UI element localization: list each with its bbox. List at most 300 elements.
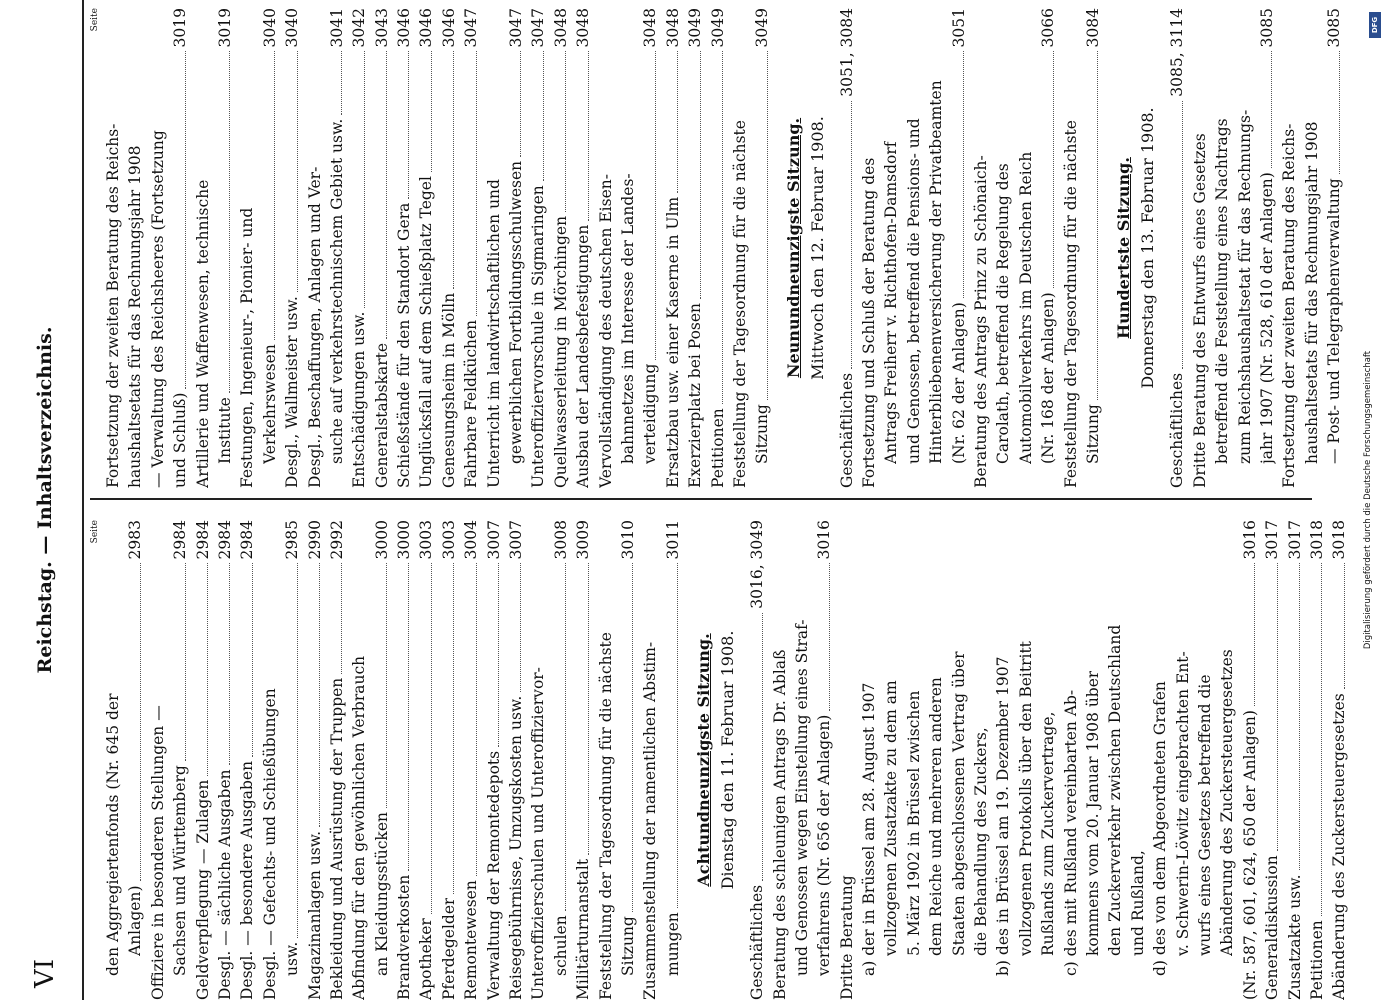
toc-entry xyxy=(1015,8,1037,488)
entry-text: d) des von dem Abgeordneten Grafen xyxy=(1151,681,1170,976)
dot-leader xyxy=(274,51,275,340)
dot-leader xyxy=(229,563,230,765)
entry-text: Sachsen und Württemberg xyxy=(171,765,190,976)
entry-text: suche auf verkehrstechnischem Gebiet usw. xyxy=(327,118,346,464)
entry-text: Zusammenstellung der namentlichen Abstim- xyxy=(641,641,660,1000)
dot-leader xyxy=(319,563,320,826)
entry-text: und Genossen wegen Einstellung eines Straf- xyxy=(792,619,811,976)
entry-page: 2984 xyxy=(193,520,212,560)
dot-leader xyxy=(565,51,566,211)
toc-entry xyxy=(192,520,214,1000)
entry-page: 3007 xyxy=(507,520,526,560)
entry-text: Anlagen) xyxy=(126,885,145,956)
entry-page: 3048 xyxy=(574,8,593,48)
toc-entry xyxy=(192,8,214,488)
entry-text: verteidigung xyxy=(641,363,660,464)
dot-leader xyxy=(588,563,589,854)
toc-entry xyxy=(1328,520,1350,1000)
entry-text: Zusatzakte usw. xyxy=(1285,874,1304,1000)
toc-entry xyxy=(970,520,992,1000)
entry-text: Militärturnanstalt xyxy=(574,858,593,1000)
entry-text: — Verwaltung des Reichsheeres (Fortsetzung xyxy=(148,130,167,488)
entry-text: den Aggregiertenfonds (Nr. 645 der xyxy=(103,693,122,976)
entry-text: Sitzung xyxy=(1084,404,1102,464)
toc-entry xyxy=(970,8,992,488)
toc-entry xyxy=(169,520,191,1000)
entry-text: Antrags Freiherr v. Richthofen-Damsdorf xyxy=(882,141,901,464)
right-entries xyxy=(102,8,774,488)
toc-entry xyxy=(102,520,124,1000)
entry-text: Bekleidung und Ausrüstung der Truppen xyxy=(327,677,346,1000)
dot-leader xyxy=(207,563,208,775)
toc-entry xyxy=(393,520,415,1000)
entry-text: b) des in Brüssel am 19. Dezember 1907 xyxy=(994,656,1013,976)
toc-entry xyxy=(348,520,370,1000)
entry-text: Apotheker xyxy=(417,918,436,1000)
entry-text: Beratung des schleunigen Antrags Dr. Ablaß xyxy=(770,649,789,1000)
dot-leader xyxy=(476,563,477,876)
section-title: Neunundneunzigste Sitzung. xyxy=(783,117,803,379)
entry-text: Abänderung des Zuckersteuergesetzes xyxy=(1218,649,1237,956)
entry-text: an Kleidungsstücken xyxy=(372,812,391,976)
entry-text: vollzogenen Protokolls über den Beitritt xyxy=(1016,641,1035,956)
entry-text: Dritte Beratung des Entwurfs eines Gesetzes xyxy=(1190,133,1209,488)
toc-entry xyxy=(483,520,505,1000)
toc-entry xyxy=(925,520,947,1000)
toc-entry xyxy=(595,520,617,1000)
entry-text: Verkehrswesen xyxy=(260,344,279,464)
dot-leader xyxy=(185,563,186,761)
entry-text: Staaten abgeschlossenen Vertrag über xyxy=(949,651,968,956)
entry-text: mungen xyxy=(663,912,682,976)
entry-page: 3049 xyxy=(708,8,727,48)
toc-entry xyxy=(1037,8,1059,488)
toc-entry xyxy=(639,520,661,1000)
dot-leader xyxy=(520,51,521,156)
entry-text: Generaldiskussion xyxy=(1263,855,1282,1000)
entry-text: Institute xyxy=(215,397,234,464)
dot-leader xyxy=(632,563,633,912)
entry-page: 3085 xyxy=(1257,8,1276,48)
entry-text: Abfindung für den gewöhnlichen Verbrauch xyxy=(350,655,369,1000)
toc-entry xyxy=(505,8,527,488)
toc-entry xyxy=(572,8,594,488)
toc-entry xyxy=(124,8,146,488)
entry-text: wurfs eines Gesetzes betreffend die xyxy=(1195,674,1214,956)
dot-leader xyxy=(140,563,141,881)
toc-entry xyxy=(791,520,813,1000)
entry-page: 3048 xyxy=(551,8,570,48)
entry-text: Ersatzbau usw. einer Kaserne in Ulm xyxy=(663,196,682,488)
entry-page: 3009 xyxy=(574,520,593,560)
toc-entry xyxy=(169,8,191,488)
entry-text: Desgl. — sächliche Ausgaben xyxy=(215,769,234,1000)
entry-page: 3000 xyxy=(372,520,391,560)
dot-leader xyxy=(476,51,477,315)
dot-leader xyxy=(655,51,656,359)
toc-entry xyxy=(438,520,460,1000)
entry-page: 3084 xyxy=(1084,8,1102,48)
toc-entry xyxy=(836,8,858,488)
dot-leader xyxy=(297,563,298,937)
entry-text: Exerzierplatz bei Posen xyxy=(686,302,705,488)
section-date: Dienstag den 11. Februar 1908. xyxy=(718,630,738,890)
entry-text: und Schluß) xyxy=(171,392,190,488)
toc-entry xyxy=(527,8,549,488)
entry-text: Verwaltung der Remontedepots xyxy=(484,750,503,1000)
entry-text: Desgl., Beschaffungen, Anlagen und Ver- xyxy=(305,166,324,488)
entry-text: (Nr. 62 der Anlagen) xyxy=(949,302,968,464)
entry-text: verfahrens (Nr. 656 der Anlagen) xyxy=(815,714,834,976)
right-column xyxy=(90,8,1346,488)
entry-text: Unteroffizierschulen und Unteroffiziervor- xyxy=(529,667,548,1000)
entry-text: Feststellung der Tagesordnung für die nächste xyxy=(730,120,749,488)
dot-leader xyxy=(297,51,298,292)
entry-page: 3003 xyxy=(417,520,436,560)
entry-page: 3049 xyxy=(686,8,705,48)
dot-leader xyxy=(1277,563,1278,851)
entry-text: Petitionen xyxy=(1307,920,1326,1000)
page-number: VI xyxy=(30,958,60,988)
entry-text: Festungen, Ingenieur-, Pionier- und xyxy=(238,207,257,488)
digitization-note xyxy=(1361,40,1375,960)
toc-entry xyxy=(751,8,773,488)
right-entries-2 xyxy=(836,8,1105,488)
dot-leader xyxy=(700,51,701,299)
dot-leader xyxy=(498,563,499,746)
entry-text: und Rußland, xyxy=(1128,850,1147,956)
entry-text: Quellwasserleitung in Mörchingen xyxy=(551,215,570,488)
entry-page: 3085 xyxy=(1325,8,1344,48)
entry-text: jahr 1907 (Nr. 528, 610 der Anlagen) xyxy=(1257,172,1276,464)
entry-text: Abänderung des Zuckersteuergesetzes xyxy=(1330,693,1349,1000)
toc-entry xyxy=(1127,520,1149,1000)
dot-leader xyxy=(677,51,678,192)
entry-text: Schießstände für den Standort Gera xyxy=(395,202,414,488)
entry-page: 3042 xyxy=(350,8,369,48)
entry-text: — Post- und Telegraphenverwaltung xyxy=(1325,178,1344,464)
toc-entry xyxy=(1261,520,1283,1000)
page-header xyxy=(0,0,80,1000)
toc-entry xyxy=(1189,8,1211,488)
entry-text: Hinterbliebenenversicherung der Privatbeamten xyxy=(927,80,946,464)
toc-entry xyxy=(684,8,706,488)
dot-leader xyxy=(453,563,454,893)
toc-entry xyxy=(1037,520,1059,1000)
dot-leader xyxy=(762,613,763,881)
entry-page: 3011 xyxy=(663,520,682,560)
entry-text: kommens vom 20. Januar 1908 über xyxy=(1084,670,1102,956)
dot-leader xyxy=(677,563,678,908)
entry-text: Generalstabskarte xyxy=(372,342,391,488)
entry-page: 3017 xyxy=(1263,520,1282,560)
toc-entry xyxy=(236,8,258,488)
toc-entry xyxy=(903,8,925,488)
toc-entry xyxy=(1149,520,1171,1000)
toc-entry xyxy=(214,520,236,1000)
toc-entry xyxy=(881,520,903,1000)
toc-entry xyxy=(214,8,236,488)
toc-entry xyxy=(438,8,460,488)
entry-page: 3003 xyxy=(439,520,458,560)
toc-entry xyxy=(948,520,970,1000)
dot-leader xyxy=(1254,563,1255,706)
toc-entry xyxy=(595,8,617,488)
toc-entry xyxy=(617,8,639,488)
entry-page: 3004 xyxy=(462,520,481,560)
entry-text: Geschäftliches xyxy=(748,884,767,1000)
entry-text: a) der in Brüssel am 28. August 1907 xyxy=(860,682,879,976)
entry-page: 3047 xyxy=(507,8,526,48)
toc-entry xyxy=(1216,520,1238,1000)
entry-text: Rußlands zum Zuckervertrage, xyxy=(1039,711,1058,956)
toc-entry xyxy=(639,8,661,488)
dot-leader xyxy=(1182,101,1183,369)
dot-leader xyxy=(1053,51,1054,288)
entry-text: Desgl. — besondere Ausgaben xyxy=(238,760,257,1000)
toc-entry xyxy=(1278,8,1300,488)
entry-text: Dritte Beratung xyxy=(837,875,856,1000)
entry-text: vollzogenen Zusatzakte zu dem am xyxy=(882,680,901,956)
toc-entry xyxy=(572,520,594,1000)
page-column-label: Seite xyxy=(90,8,100,32)
toc-entry xyxy=(505,520,527,1000)
entry-page: 3017 xyxy=(1285,520,1304,560)
toc-entry xyxy=(881,8,903,488)
toc-entry xyxy=(1306,520,1328,1000)
toc-entry xyxy=(1015,520,1037,1000)
entry-text: gewerblichen Fortbildungsschulwesen xyxy=(507,160,526,464)
dot-leader xyxy=(386,51,387,338)
dot-leader xyxy=(1097,51,1098,400)
left-entries-2 xyxy=(746,520,1351,1000)
entry-text: Brandverkosten xyxy=(395,874,414,1000)
toc-entry xyxy=(1060,520,1082,1000)
toc-entry xyxy=(925,8,947,488)
entry-text: schulen xyxy=(551,915,570,976)
toc-entry xyxy=(617,520,639,1000)
dot-leader xyxy=(722,51,723,404)
toc-entry xyxy=(102,8,124,488)
entry-page: 2992 xyxy=(327,520,346,560)
toc-entry xyxy=(746,520,768,1000)
dot-leader xyxy=(341,51,342,114)
entry-text: Pferdegelder xyxy=(439,897,458,1000)
toc-entry xyxy=(371,8,393,488)
toc-entry xyxy=(858,8,880,488)
entry-text: Sitzung xyxy=(618,916,637,976)
toc-entry xyxy=(1234,8,1256,488)
entry-page: 3008 xyxy=(551,520,570,560)
dot-leader xyxy=(431,563,432,914)
section-title: Hundertste Sitzung. xyxy=(1114,157,1134,339)
entry-page: 3047 xyxy=(462,8,481,48)
entry-text: Reisegebührnisse, Umzugskosten usw. xyxy=(507,695,526,1000)
toc-entry xyxy=(281,520,303,1000)
entry-page: 3018 xyxy=(1330,520,1349,560)
section-title: Achtundneunzigste Sitzung. xyxy=(694,633,714,887)
dot-leader xyxy=(408,563,409,870)
dot-leader xyxy=(1344,563,1345,689)
toc-entry xyxy=(550,520,572,1000)
toc-entry xyxy=(124,520,146,1000)
toc-entry xyxy=(948,8,970,488)
toc-entry xyxy=(1104,520,1126,1000)
digitization-text: Digitalisierung gefördert durch die Deutsche Forschungsgemeinschaft xyxy=(1363,350,1373,650)
dot-leader xyxy=(185,51,186,388)
entry-text: haushaltsetats für das Rechnungsjahr 1908 xyxy=(1302,121,1321,464)
toc-entry xyxy=(1239,520,1261,1000)
toc-entry xyxy=(147,520,169,1000)
toc-entry xyxy=(836,520,858,1000)
toc-entry xyxy=(326,8,348,488)
toc-entry xyxy=(1301,8,1323,488)
toc-entry xyxy=(348,8,370,488)
entry-text: Fortsetzung und Schluß der Beratung des xyxy=(860,157,879,488)
toc-entry xyxy=(393,8,415,488)
entry-page: 3047 xyxy=(529,8,548,48)
dot-leader xyxy=(386,563,387,808)
toc-entry xyxy=(304,8,326,488)
toc-entry xyxy=(415,520,437,1000)
entry-text: Petitionen xyxy=(708,408,727,488)
dot-leader xyxy=(341,563,342,673)
dot-leader xyxy=(520,563,521,691)
entry-text: Desgl. — Gefechts- und Schießübungen xyxy=(260,688,279,1000)
entry-page: 3043 xyxy=(372,8,391,48)
toc-entry xyxy=(326,520,348,1000)
entry-text: die Behandlung des Zuckers, xyxy=(972,727,991,956)
entry-page: 2990 xyxy=(305,520,324,560)
entry-text: Fortsetzung der zweiten Beratung des Reichs- xyxy=(1280,123,1299,488)
entry-text: Magazinanlagen usw. xyxy=(305,830,324,1000)
toc-entry xyxy=(1256,8,1278,488)
dot-leader xyxy=(588,51,589,220)
toc-entry xyxy=(281,8,303,488)
entry-page: 3018 xyxy=(1307,520,1326,560)
entry-page: 3016 xyxy=(1240,520,1259,560)
toc-entry xyxy=(992,8,1014,488)
toc-entry xyxy=(1211,8,1233,488)
toc-entry xyxy=(550,8,572,488)
dot-leader xyxy=(252,563,253,756)
entry-page: 2984 xyxy=(171,520,190,560)
toc-entry xyxy=(707,8,729,488)
toc-entry xyxy=(729,8,751,488)
toc-entry xyxy=(527,520,549,1000)
entry-text: Vervollständigung des deutschen Eisen- xyxy=(596,174,615,488)
dot-leader xyxy=(963,51,964,298)
toc-entry xyxy=(1060,8,1082,488)
entry-text: Genesungsheim in Mölln xyxy=(439,292,458,488)
entry-text: dem Reiche und mehreren anderen xyxy=(927,677,946,956)
toc-entry xyxy=(662,520,684,1000)
toc-entry xyxy=(1082,8,1104,488)
toc-entry xyxy=(1323,8,1345,488)
entry-page: 3010 xyxy=(618,520,637,560)
entry-text: c) des mit Rußland vereinbarten Ab- xyxy=(1061,689,1080,976)
entry-text: Geschäftliches xyxy=(1168,372,1187,488)
entry-page: 3051 xyxy=(949,8,968,48)
entry-text: 5. März 1902 in Brüssel zwischen xyxy=(904,690,923,956)
entry-text: bahnnetzes im Interesse der Landes- xyxy=(618,173,637,464)
toc-entry xyxy=(903,520,925,1000)
dot-leader xyxy=(364,51,365,307)
toc-entry xyxy=(813,520,835,1000)
entry-text: Feststellung der Tagesordnung für die nächste xyxy=(596,632,615,1000)
entry-text: Fortsetzung der zweiten Beratung des Reichs- xyxy=(103,123,122,488)
entry-page: 3046 xyxy=(439,8,458,48)
entry-page: 3085, 3114 xyxy=(1168,8,1187,97)
entry-text: Beratung des Antrags Prinz zu Schönaich- xyxy=(972,155,991,488)
toc-entry xyxy=(259,520,281,1000)
toc-entry xyxy=(1284,520,1306,1000)
dot-leader xyxy=(229,51,230,393)
entry-text: Feststellung der Tagesordnung für die nächste xyxy=(1061,120,1080,488)
entry-page: 3041 xyxy=(327,8,346,48)
toc-entry xyxy=(1082,520,1104,1000)
entry-page: 2984 xyxy=(238,520,257,560)
entry-text: Unglücksfall auf dem Schießplatz Tegel xyxy=(417,176,436,488)
entry-text: Unteroffiziervorschule in Sigmaringen xyxy=(529,185,548,488)
entry-text: Unterricht im landwirtschaftlichen und xyxy=(484,179,503,488)
entry-text: Offiziere in besonderen Stellungen — xyxy=(148,705,167,1000)
entry-text: Desgl., Wallmeister usw. xyxy=(283,296,302,488)
toc-entry xyxy=(259,8,281,488)
dot-leader xyxy=(1271,51,1272,168)
dot-leader xyxy=(1321,563,1322,916)
entry-page: 3066 xyxy=(1039,8,1058,48)
dot-leader xyxy=(431,51,432,172)
entry-text: (Nr. 587, 601, 624, 650 der Anlagen) xyxy=(1240,710,1259,1000)
dot-leader xyxy=(1299,563,1300,870)
entry-text: Artillerie und Waffenwesen, technische xyxy=(193,179,212,488)
entry-page: 3040 xyxy=(283,8,302,48)
entry-page: 2985 xyxy=(283,520,302,560)
entry-text: Entschädigungen usw. xyxy=(350,311,369,488)
right-entries-3 xyxy=(1166,8,1345,488)
entry-text: Sitzung xyxy=(753,404,772,464)
dfg-logo-text: DFG xyxy=(1371,16,1379,34)
dot-leader xyxy=(1339,51,1340,174)
toc-entry xyxy=(236,520,258,1000)
toc-entry xyxy=(858,520,880,1000)
dot-leader xyxy=(565,563,566,911)
dfg-logo xyxy=(1369,12,1381,38)
left-entries xyxy=(102,520,684,1000)
entry-text: (Nr. 168 der Anlagen) xyxy=(1039,292,1058,464)
entry-text: haushaltsetats für das Rechnungsjahr 1908 xyxy=(126,145,145,488)
entry-page: 3040 xyxy=(260,8,279,48)
entry-text: Ausbau der Landesbefestigungen xyxy=(574,224,593,488)
entry-text: Fahrbare Feldküchen xyxy=(462,319,481,488)
entry-page: 3016, 3049 xyxy=(748,520,767,609)
toc-entry xyxy=(662,8,684,488)
toc-entry xyxy=(371,520,393,1000)
entry-page: 3048 xyxy=(663,8,682,48)
dot-leader xyxy=(851,101,852,369)
page-column-label: Seite xyxy=(90,520,100,544)
entry-text: Automobilverkehrs im Deutschen Reich xyxy=(1016,151,1035,464)
dot-leader xyxy=(543,51,544,181)
entry-page: 3016 xyxy=(815,520,834,560)
entry-page: 2984 xyxy=(215,520,234,560)
toc-entry xyxy=(483,8,505,488)
entry-page: 3051, 3084 xyxy=(837,8,856,97)
entry-page: 3046 xyxy=(417,8,436,48)
entry-page: 3046 xyxy=(395,8,414,48)
entry-text: usw. xyxy=(283,941,302,976)
